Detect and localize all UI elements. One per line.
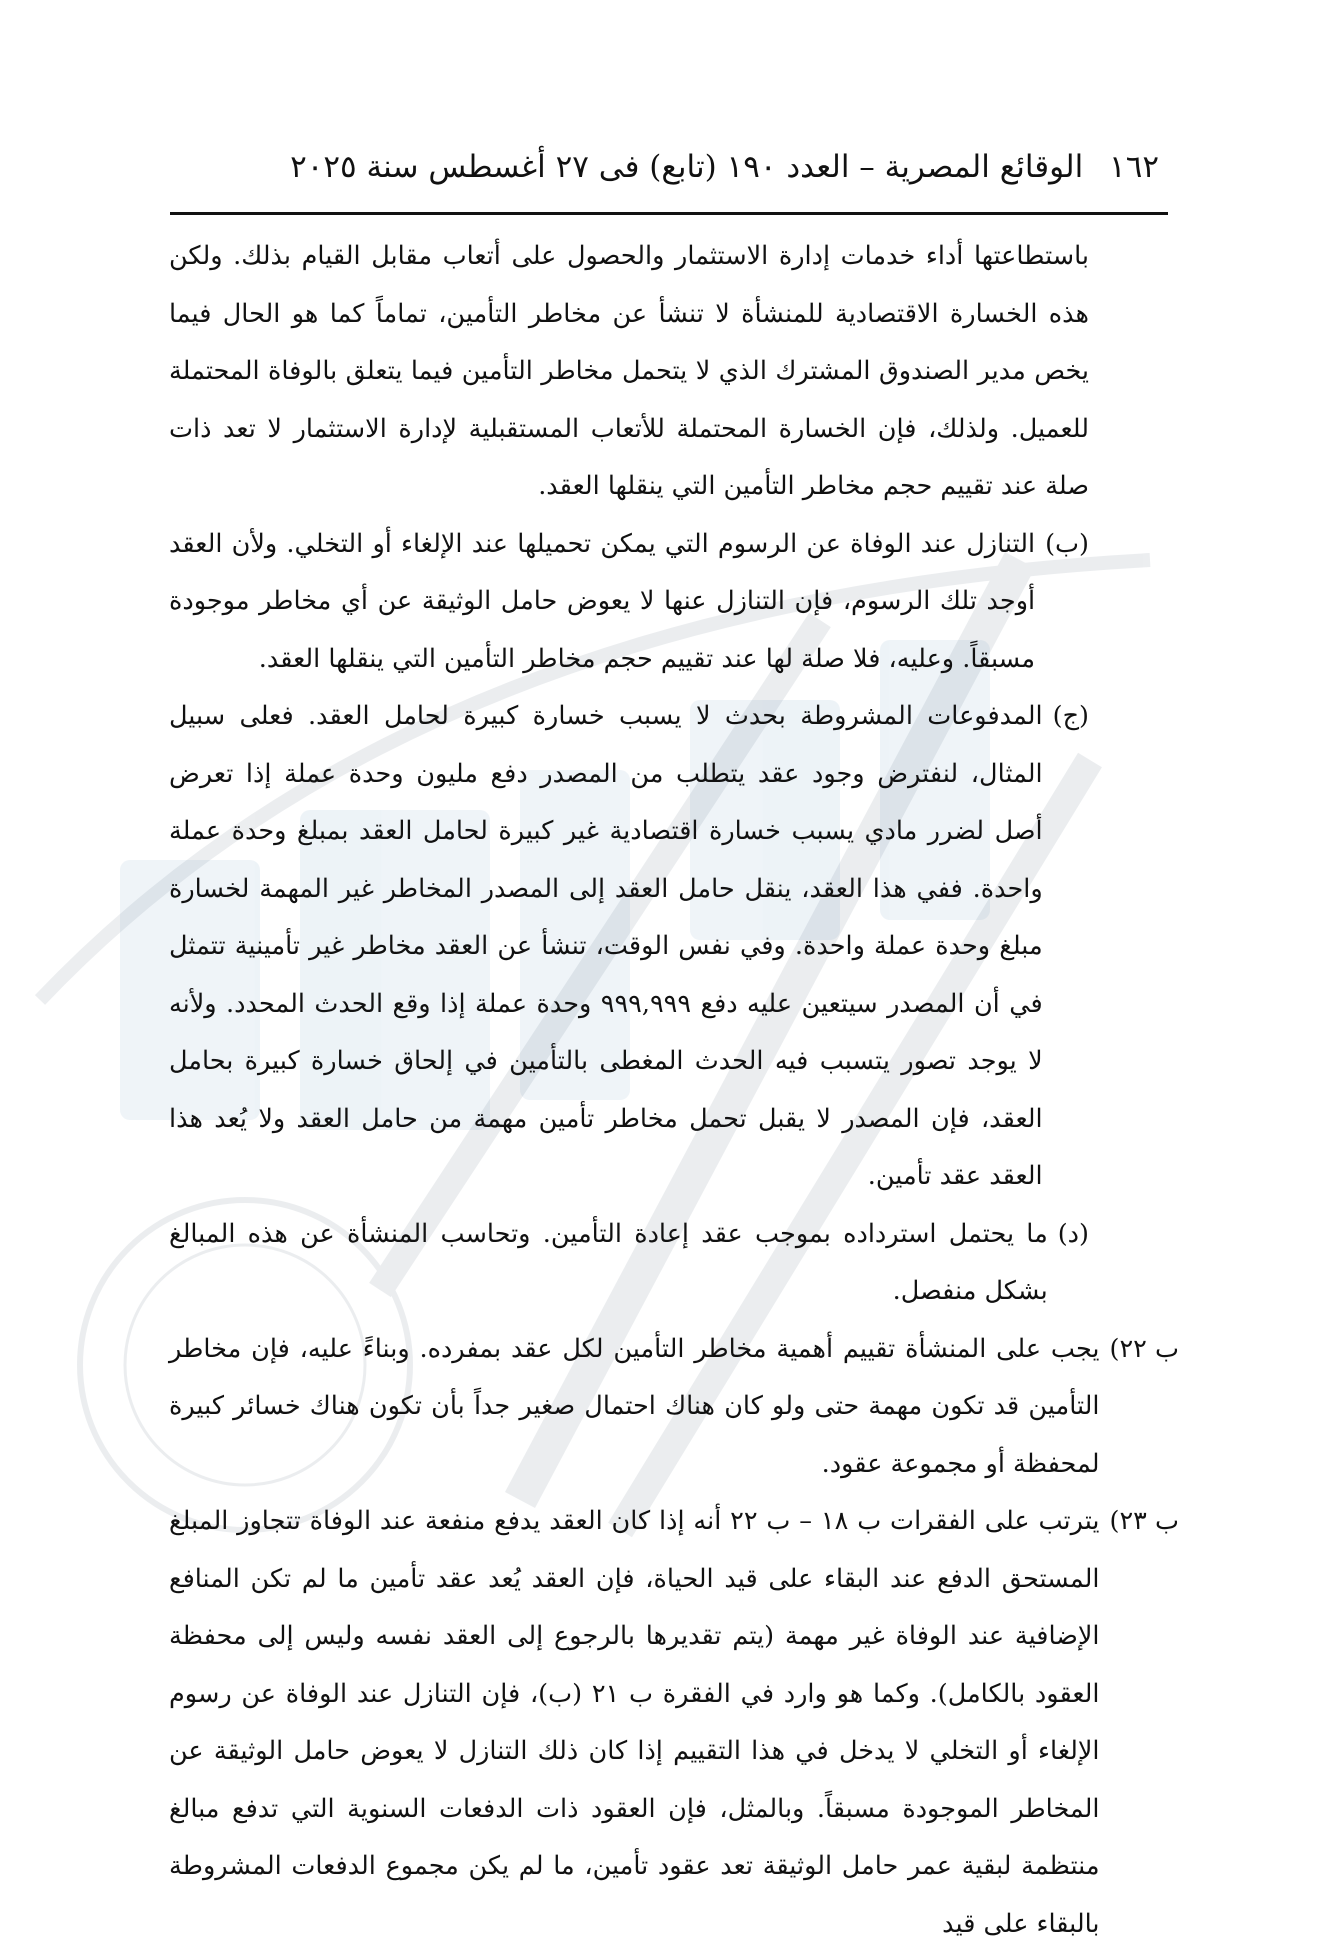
sub-item-text: التنازل عند الوفاة عن الرسوم التي يمكن تحميلها عند الإلغاء أو التخلي. ولأن العقد أوجد تلك الرسوم، فإن التنازل عنها لا يعوض حامل الوثيقة عن أي مخاطر موجودة مسبقاً. وعليه، فلا صلة لها عند تقييم حجم مخاطر التأمين التي ينقلها العقد. — [169, 528, 1036, 674]
paragraph-text: يترتب على الفقرات ب ١٨ – ب ٢٢ أنه إذا كان العقد يدفع منفعة عند الوفاة تتجاوز المبلغ المستحق الدفع عند البقاء على قيد الحياة، فإن العقد يُعد عقد تأمين ما لم تكن المنافع الإضافية عند الوفاة غير مهمة (يتم تقديرها بالرجوع إلى العقد نفسه وليس إلى محفظة العقود بالكامل). وكما هو وارد في الفقرة ب ٢١ (ب)، فإن التنازل عند الوفاة عن رسوم الإلغاء أو التخلي لا يدخل في هذا التقييم إذا كان ذلك التنازل لا يعوض حامل الوثيقة عن المخاطر الموجودة مسبقاً. وبالمثل، فإن العقود ذات الدفعات السنوية التي تدفع مبالغ منتظمة لبقية عمر حامل الوثيقة تعد عقود تأمين، ما لم يكن مجموع الدفعات المشروطة بالبقاء على قيد — [169, 1506, 1100, 1939]
document-body — [169, 228, 1179, 1953]
page-number: ١٦٢ — [1109, 149, 1159, 185]
sub-item-b — [169, 516, 1179, 689]
sub-item-text: ما يحتمل استرداده بموجب عقد إعادة التأمين. وتحاسب المنشأة عن هذه المبالغ بشكل منفصل. — [169, 1218, 1048, 1306]
sub-item-label: (د) — [1057, 1218, 1089, 1249]
sub-item-label: (ب) — [1045, 528, 1089, 559]
paragraph-label: ب ٢٣) — [1109, 1506, 1179, 1536]
sub-item-text: المدفوعات المشروطة بحدث لا يسبب خسارة كبيرة لحامل العقد. فعلى سبيل المثال، لنفترض وجود عقد يتطلب من المصدر دفع مليون وحدة عملة إذا تعرض أصل لضرر مادي يسبب خسارة اقتصادية غير كبيرة لحامل العقد بمبلغ وحدة عملة واحدة. ففي هذا العقد، ينقل حامل العقد إلى المصدر المخاطر غير المهمة لخسارة مبلغ وحدة عملة واحدة. وفي نفس الوقت، تنشأ عن العقد مخاطر غير تأمينية تتمثل في أن المصدر سيتعين عليه دفع ٩٩٩,٩٩٩ وحدة عملة إذا وقع الحدث المحدد. ولأنه لا يوجد تصور يتسبب فيه الحدث المغطى بالتأمين في إلحاق خسارة كبيرة بحامل العقد، فإن المصدر لا يقبل تحمل مخاطر تأمين مهمة من حامل العقد ولا يُعد هذا العقد عقد تأمين. — [169, 701, 1043, 1191]
paragraph-b23 — [169, 1493, 1179, 1953]
gazette-title: الوقائع المصرية – العدد ١٩٠ (تابع) فى ٢٧ أغسطس سنة ٢٠٢٥ — [290, 149, 1084, 185]
paragraph-b22 — [169, 1321, 1179, 1494]
paragraph-label: ب ٢٢) — [1109, 1333, 1179, 1364]
paragraph-text: يجب على المنشأة تقييم أهمية مخاطر التأمين لكل عقد بمفرده. وبناءً عليه، فإن مخاطر التأمين قد تكون مهمة حتى ولو كان هناك احتمال صغير جداً بأن تكون هناك خسائر كبيرة لمحفظة أو مجموعة عقود. — [169, 1333, 1100, 1479]
page-header — [179, 140, 1159, 194]
sub-item-label: (ج) — [1052, 701, 1089, 731]
sub-item-d — [169, 1206, 1179, 1321]
sub-item-c — [169, 688, 1179, 1206]
header-divider — [170, 212, 1168, 215]
continued-paragraph: باستطاعتها أداء خدمات إدارة الاستثمار والحصول على أتعاب مقابل القيام بذلك. ولكن هذه الخسارة الاقتصادية للمنشأة لا تنشأ عن مخاطر التأمين، تماماً كما هو الحال فيما يخص مدير الصندوق المشترك الذي لا يتحمل مخاطر التأمين فيما يتعلق بالوفاة المحتملة للعميل. ولذلك، فإن الخسارة المحتملة للأتعاب المستقبلية لإدارة الاستثمار لا تعد ذات صلة عند تقييم حجم مخاطر التأمين التي ينقلها العقد. — [169, 241, 1089, 501]
